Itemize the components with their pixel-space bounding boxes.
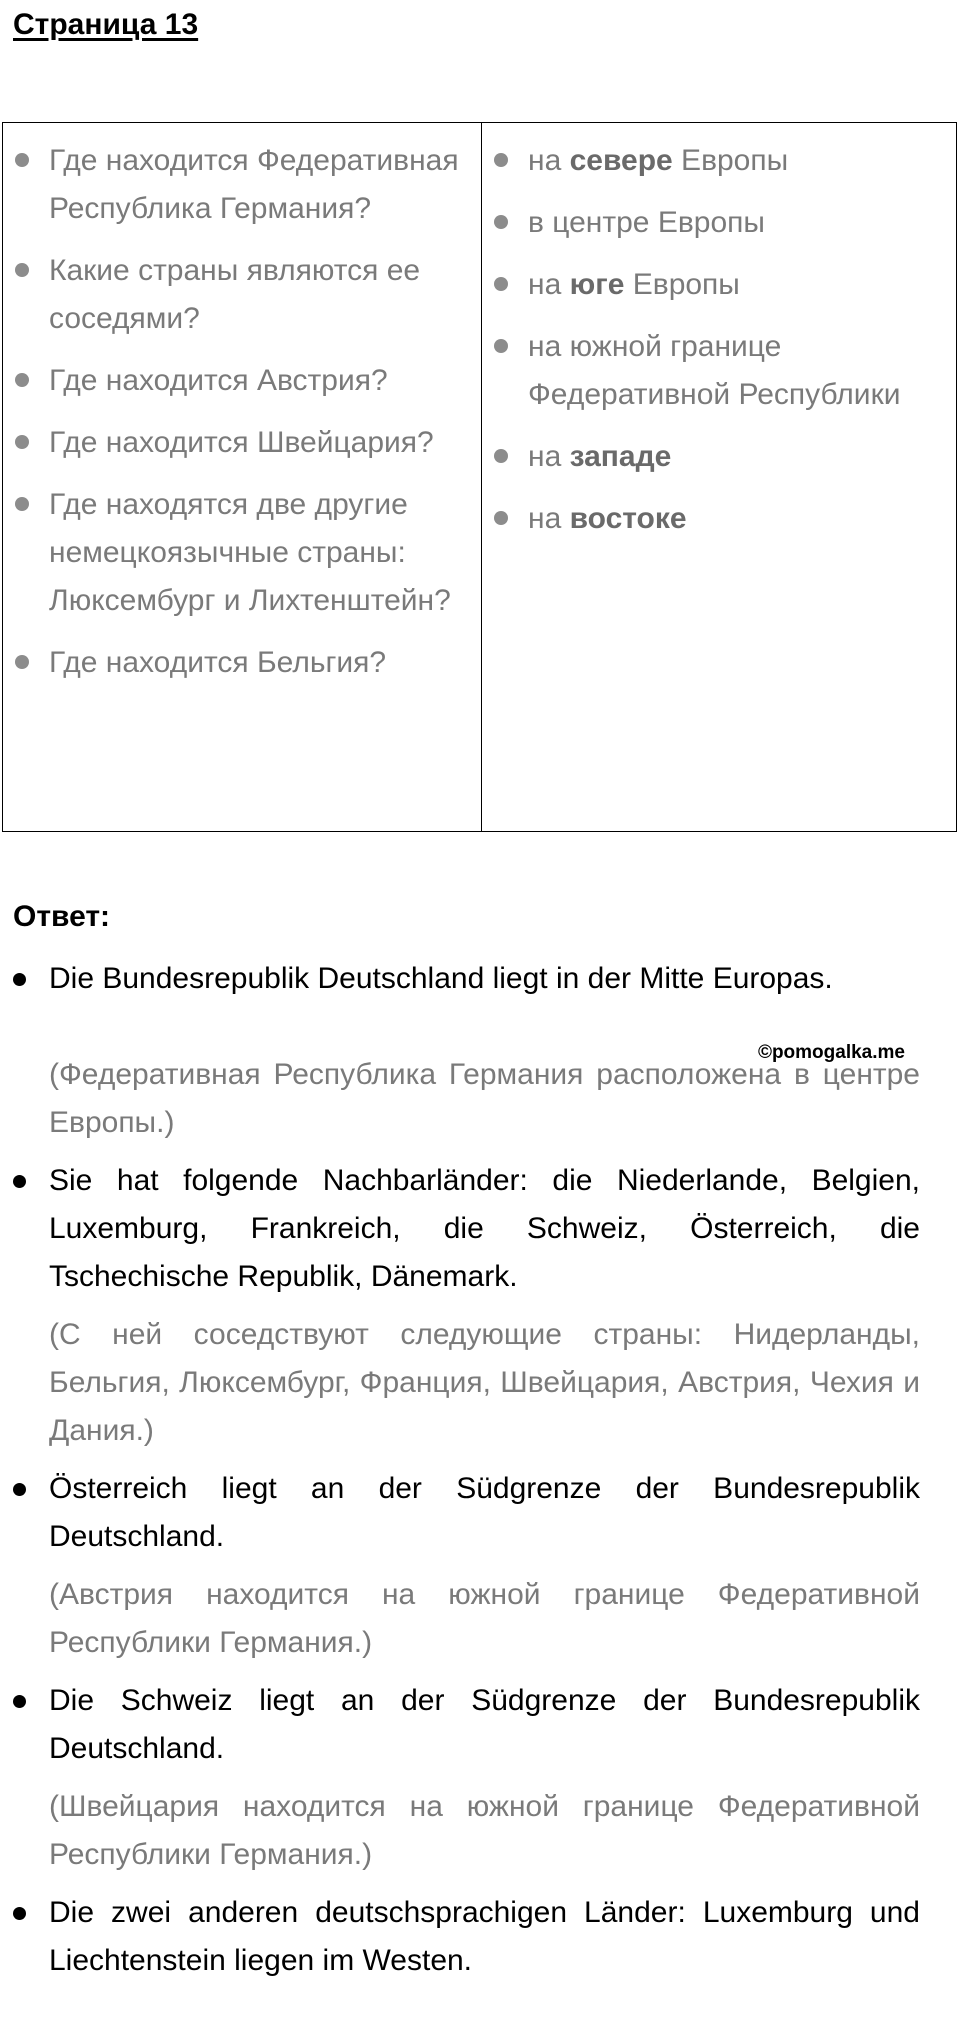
bullet-icon	[15, 435, 29, 449]
answer-translation: (Австрия находится на южной границе Федеративной Республики Германия.)	[49, 1578, 920, 1659]
question-item: Какие страны являются ее соседями?	[3, 247, 481, 343]
phrase-item: на востоке	[482, 495, 956, 543]
answer-heading: Ответ:	[13, 900, 111, 933]
bullet-icon	[494, 449, 508, 463]
answer-item	[0, 955, 960, 1147]
bullet-icon	[494, 277, 508, 291]
question-item: Где находится Швейцария?	[3, 419, 481, 467]
answer-translation: (Швейцария находится на южной границе Федеративной Республики Германия.)	[49, 1790, 920, 1871]
bullet-icon	[494, 215, 508, 229]
bullet-icon	[13, 1907, 26, 1920]
phrase-item: на западе	[482, 433, 956, 481]
bullet-icon	[15, 263, 29, 277]
watermark: ©pomogalka.me	[757, 1042, 905, 1063]
question-item: Где находится Бельгия?	[3, 639, 481, 687]
answer-translation: (Федеративная Республика Германия расположена в центре Европы.)	[49, 1058, 920, 1139]
answer-german: Österreich liegt an der Südgrenze der Bundesrepublik Deutschland.	[49, 1472, 920, 1553]
phrase-item: на южной границе Федеративной Республики	[482, 323, 956, 419]
answer-german: Die zwei anderen deutschsprachigen Länder: Luxemburg und Liechtenstein liegen im Westen.	[49, 1896, 920, 1977]
bullet-icon	[15, 153, 29, 167]
page-title: Страница 13	[13, 8, 199, 41]
bullet-icon	[15, 497, 29, 511]
answer-german: Die Schweiz liegt an der Südgrenze der Bundesrepublik Deutschland.	[49, 1684, 920, 1765]
answer-list	[0, 955, 960, 1995]
answer-german: Sie hat folgende Nachbarländer: die Niederlande, Belgien, Luxemburg, Frankreich, die Schweiz, Österreich, die Tschechische Republik, Dänemark.	[49, 1164, 920, 1293]
question-item: Где находится Федеративная Республика Германия?	[3, 137, 481, 233]
bullet-icon	[13, 1483, 26, 1496]
answer-item	[0, 1677, 960, 1879]
question-table	[2, 122, 957, 832]
phrase-item: на юге Европы	[482, 261, 956, 309]
bullet-icon	[13, 1175, 26, 1188]
questions-column	[3, 123, 482, 831]
bullet-icon	[494, 153, 508, 167]
answer-item	[0, 1889, 960, 1985]
bullet-icon	[13, 973, 26, 986]
answer-german: Die Bundesrepublik Deutschland liegt in der Mitte Europas.	[49, 962, 833, 995]
bullet-icon	[494, 511, 508, 525]
bullet-icon	[13, 1695, 26, 1708]
phrase-item: на севере Европы	[482, 137, 956, 185]
question-item: Где находятся две другие немецкоязычные страны: Люксембург и Лихтенштейн?	[3, 481, 481, 625]
answer-item	[0, 1157, 960, 1455]
bullet-icon	[15, 373, 29, 387]
bullet-icon	[15, 655, 29, 669]
phrases-column	[482, 123, 956, 831]
phrase-item: в центре Европы	[482, 199, 956, 247]
question-item: Где находится Австрия?	[3, 357, 481, 405]
answer-item	[0, 1465, 960, 1667]
answer-translation: (С ней соседствуют следующие страны: Нидерланды, Бельгия, Люксембург, Франция, Швейцария, Австрия, Чехия и Дания.)	[49, 1318, 920, 1447]
bullet-icon	[494, 339, 508, 353]
